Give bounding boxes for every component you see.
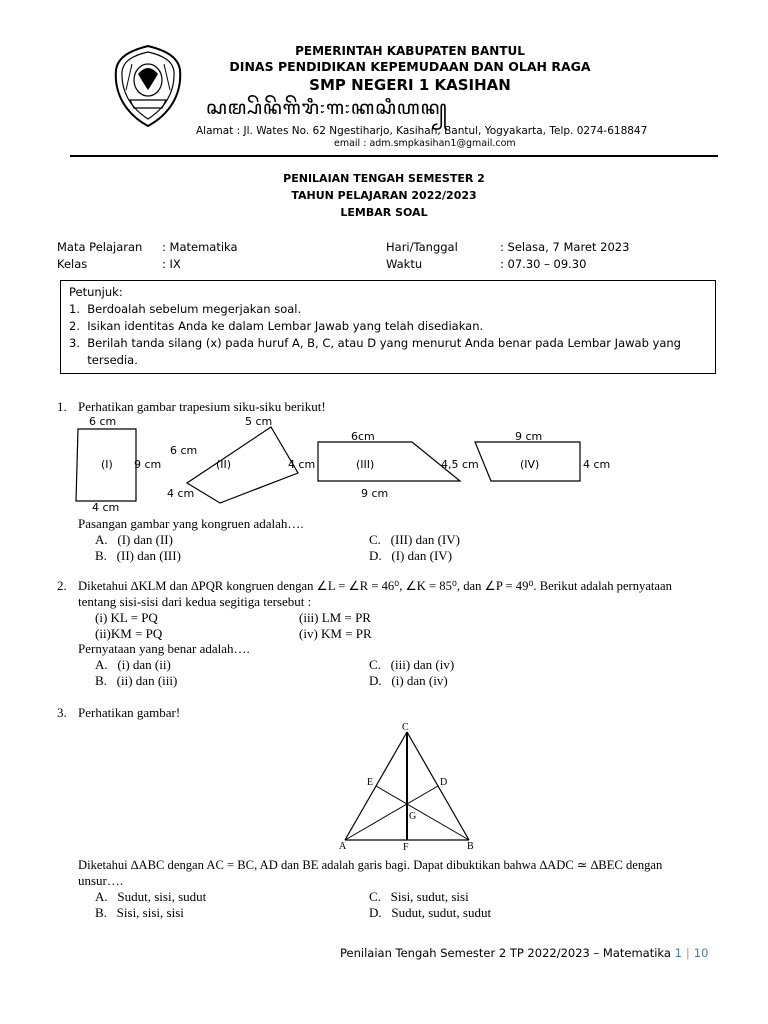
q1-option-c[interactable]: C. (III) dan (IV) [369, 532, 460, 547]
subject-value: : Matematika [162, 240, 238, 254]
q3-line2: unsur…. [78, 873, 124, 888]
time-label: Waktu [386, 257, 423, 271]
q2-line2: tentang sisi-sisi dari kedua segitiga tersebut : [78, 594, 312, 609]
q3-line1: Diketahui ∆ABC dengan AC = BC, AD dan BE adalah garis bagi. Dapat dibuktikan bahwa ∆ADC ≃ ∆BEC dengan [78, 858, 663, 872]
vertex-g: G [409, 811, 417, 822]
s3-left: 4 cm [288, 458, 316, 471]
vertex-b: B [467, 841, 474, 852]
s4-right: 4 cm [583, 458, 611, 471]
email: email : adm.smpkasihan1@gmail.com [334, 138, 516, 149]
s2-top: 5 cm [245, 415, 273, 428]
q2-option-c[interactable]: C. (iii) dan (iv) [369, 657, 455, 672]
vertex-d: D [440, 777, 448, 788]
q3-triangle-figure [335, 722, 485, 852]
javanese-script: ꦱꦩ꧀ꦥꦼꦤꦼꦒꦼꦫꦶ꧇꧑꧇ꦏꦱꦶꦲꦤ꧀ [206, 97, 448, 119]
q2-option-d[interactable]: D. (i) dan (iv) [369, 673, 448, 688]
q2-option-b[interactable]: B. (ii) dan (iii) [95, 673, 178, 688]
q3-option-a[interactable]: A. Sudut, sisi, sudut [95, 889, 207, 904]
header-divider [70, 155, 718, 157]
s2-left: 6 cm [170, 444, 198, 457]
q3-option-b[interactable]: B. Sisi, sisi, sisi [95, 905, 184, 920]
q2-statement-iii: (iii) LM = PR [299, 610, 371, 625]
vertex-a: A [339, 841, 347, 852]
q2-number: 2. [57, 578, 67, 593]
q2-statement-iv: (iv) KM = PR [299, 626, 372, 641]
q1-number: 1. [57, 399, 67, 414]
exam-year: TAHUN PELAJARAN 2022/2023 [291, 189, 477, 202]
day-value: : Selasa, 7 Maret 2023 [500, 240, 630, 254]
q2-prompt: Pernyataan yang benar adalah…. [78, 641, 250, 656]
shape-3 [318, 442, 460, 481]
q1-text: Perhatikan gambar trapesium siku-siku berikut! [78, 399, 326, 414]
q3-number: 3. [57, 705, 67, 720]
q3-option-c[interactable]: C. Sisi, sudut, sisi [369, 889, 469, 904]
bantul-emblem-icon [112, 44, 184, 128]
q1-option-a[interactable]: A. (I) dan (II) [95, 532, 173, 547]
instruction-item: tersedia. [69, 353, 138, 367]
class-label: Kelas [57, 257, 88, 271]
instruction-item: 1. Berdoalah sebelum megerjakan soal. [69, 302, 302, 316]
s1-top: 6 cm [89, 415, 117, 428]
s1-name: (I) [101, 458, 113, 471]
q1-option-b[interactable]: B. (II) dan (III) [95, 548, 181, 563]
footer-separator: | [685, 946, 690, 960]
q1-option-d[interactable]: D. (I) dan (IV) [369, 548, 453, 563]
s4-top: 9 cm [515, 430, 543, 443]
s1-bottom: 4 cm [92, 501, 120, 514]
time-value: : 07.30 – 09.30 [500, 257, 587, 271]
q3-text: Perhatikan gambar! [78, 705, 181, 720]
s3-bottom: 9 cm [361, 487, 389, 500]
s4-name: (IV) [520, 458, 540, 471]
instruction-item: 2. Isikan identitas Anda ke dalam Lembar Jawab yang telah disediakan. [69, 319, 484, 333]
footer-total: 10 [693, 946, 709, 960]
q2-statement-ii: (ii)KM = PQ [95, 626, 163, 641]
q2-line1: Diketahui ∆KLM dan ∆PQR kongruen dengan ∠L = ∠R = 46⁰, ∠K = 85⁰, dan ∠P = 49⁰. Berikut adalah pernyataan [78, 579, 672, 593]
dept-line: DINAS PENDIDIKAN KEPEMUDAAN DAN OLAH RAGA [229, 59, 591, 74]
vertex-c: C [402, 722, 409, 733]
gov-line: PEMERINTAH KABUPATEN BANTUL [295, 44, 525, 58]
instructions-heading: Petunjuk: [69, 285, 123, 299]
q1-prompt: Pasangan gambar yang kongruen adalah…. [78, 516, 304, 531]
q3-option-d[interactable]: D. Sudut, sudut, sudut [369, 905, 492, 920]
s4-left: 4,5 cm [441, 458, 479, 471]
exam-sheet: LEMBAR SOAL [340, 206, 428, 219]
vertex-e: E [367, 777, 374, 788]
page-footer [340, 946, 708, 960]
class-value: : IX [162, 257, 181, 271]
instruction-item: 3. Berilah tanda silang (x) pada huruf A, B, C, atau D yang menurut Anda benar pada Lembar Jawab yang [69, 336, 681, 350]
exam-title: PENILAIAN TENGAH SEMESTER 2 [283, 172, 485, 185]
subject-label: Mata Pelajaran [57, 240, 143, 254]
day-label: Hari/Tanggal [386, 240, 458, 254]
footer-page: 1 [674, 946, 682, 960]
footer-text: Penilaian Tengah Semester 2 TP 2022/2023 – Matematika [340, 946, 675, 960]
vertex-f: F [403, 842, 409, 853]
q2-option-a[interactable]: A. (i) dan (ii) [95, 657, 171, 672]
address: Alamat : Jl. Wates No. 62 Ngestiharjo, Kasihan, Bantul, Yogyakarta, Telp. 0274-618847 [196, 125, 648, 137]
s3-name: (III) [356, 458, 375, 471]
s2-bottom: 4 cm [167, 487, 195, 500]
q2-statement-i: (i) KL = PQ [95, 610, 158, 625]
s2-name: (II) [216, 458, 232, 471]
s1-side: 9 cm [134, 458, 162, 471]
school-name: SMP NEGERI 1 KASIHAN [309, 76, 511, 94]
shape-2 [187, 427, 298, 503]
instructions-box [60, 280, 716, 374]
s3-top: 6cm [351, 430, 375, 443]
